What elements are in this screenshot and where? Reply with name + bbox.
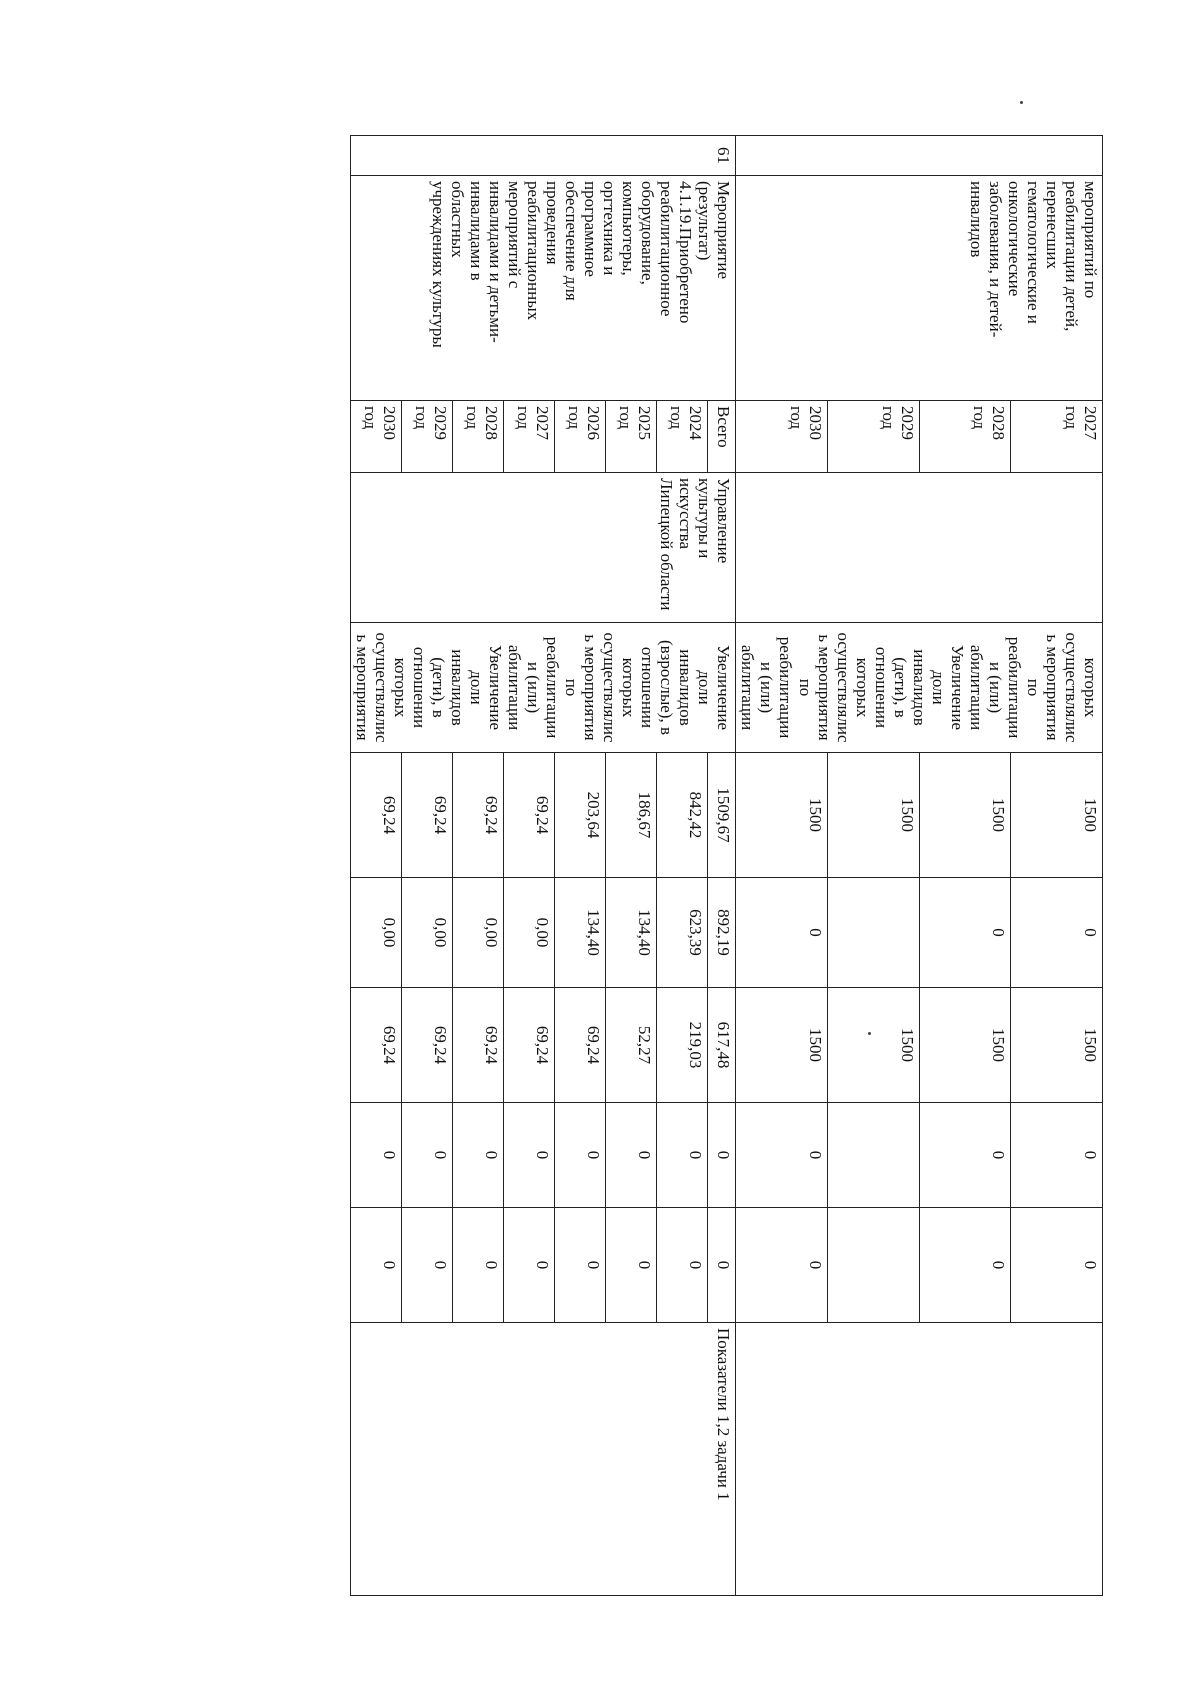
indicator-cell <box>736 1323 1103 1596</box>
result-line: реабилитации <box>1004 636 1024 739</box>
value-cell-v3: 1500 <box>736 988 828 1103</box>
value-cell-v4 <box>828 1103 920 1208</box>
value-cell-v5: 0 <box>656 1208 707 1323</box>
measure-name-cell <box>736 176 1103 401</box>
value-cell-v5: 0 <box>707 1208 735 1323</box>
value-cell-v3: 69,24 <box>350 988 401 1103</box>
result-line: осуществлялис <box>833 632 853 743</box>
value-cell-v5: 0 <box>503 1208 554 1323</box>
measure-name-line: гематологические и <box>1023 181 1043 324</box>
result-line: инвалидов <box>447 649 467 726</box>
value-cell-v1: 186,67 <box>605 753 656 878</box>
result-line: ь мероприятия <box>814 634 834 741</box>
row-number-cell <box>736 136 1103 176</box>
result-line: инвалидов <box>676 649 696 726</box>
value-cell-v2: 134,40 <box>605 878 656 988</box>
executor-line: культуры и <box>695 478 715 559</box>
measure-name-line: компьютеры, <box>619 181 639 276</box>
value-cell-v4: 0 <box>503 1103 554 1208</box>
measure-name-line: реабилитационных <box>524 181 544 321</box>
value-cell-v5: 0 <box>401 1208 452 1323</box>
result-line: которых <box>390 657 410 718</box>
value-cell-v2: 134,40 <box>554 878 605 988</box>
value-cell-v3: 52,27 <box>605 988 656 1103</box>
result-line: Увеличение <box>486 644 506 730</box>
result-line: по <box>1023 678 1043 697</box>
value-cell-v1: 203,64 <box>554 753 605 878</box>
value-cell-v2: 623,39 <box>656 878 707 988</box>
value-cell-v2: 0 <box>1011 878 1103 988</box>
value-cell-v4: 0 <box>452 1103 503 1208</box>
table-row <box>707 136 735 1596</box>
scan-speck <box>1020 101 1023 104</box>
measure-name-line: мероприятий с <box>505 181 525 289</box>
measure-name-line: программное <box>581 181 601 277</box>
measure-name-line: проведения <box>543 181 563 265</box>
period-cell: 2024 год <box>656 401 707 473</box>
table-block-61 <box>350 136 736 1596</box>
value-cell-v1: 1500 <box>828 753 920 878</box>
result-line: осуществлялис <box>371 632 391 743</box>
value-cell-v3: 69,24 <box>401 988 452 1103</box>
measure-name-line: мероприятий по <box>1081 181 1100 299</box>
table-block-continued <box>736 136 1103 1596</box>
period-cell: 2028 год <box>452 401 503 473</box>
value-cell-v5: 0 <box>1011 1208 1103 1323</box>
value-cell-v2: 0,00 <box>452 878 503 988</box>
value-cell-v5: 0 <box>350 1208 401 1323</box>
result-line: доли <box>695 670 715 705</box>
value-cell-v2: 0 <box>919 878 1011 988</box>
executor-cell <box>350 473 736 623</box>
period-cell: 2026 год <box>554 401 605 473</box>
value-cell-v1: 842,42 <box>656 753 707 878</box>
result-line: осуществлялис <box>600 632 620 743</box>
result-line: которых <box>619 657 639 718</box>
measure-name-line: Мероприятие <box>714 181 734 280</box>
result-line: реабилитации <box>776 636 796 739</box>
value-cell-v1: 1500 <box>736 753 828 878</box>
result-line: которых <box>852 657 872 718</box>
result-line: (дети), в <box>890 657 910 718</box>
measure-name-line: перенесших <box>1042 181 1062 269</box>
result-line: реабилитации <box>543 636 563 739</box>
value-cell-v1: 69,24 <box>503 753 554 878</box>
result-line: по <box>562 678 582 697</box>
measure-name-line: инвалидами в <box>467 181 486 281</box>
period-cell: 2029 год <box>828 401 920 473</box>
executor-cell <box>736 473 1103 623</box>
table-row <box>1011 136 1103 1596</box>
result-line: отношении <box>871 646 891 729</box>
value-cell-v3: 1500 <box>828 988 920 1103</box>
value-cell-v2: 892,19 <box>707 878 735 988</box>
measure-name-line: 4.1.19.Приобретено <box>676 181 696 324</box>
value-cell-v4: 0 <box>736 1103 828 1208</box>
period-cell: 2029 год <box>401 401 452 473</box>
result-line: и (или) <box>524 661 544 714</box>
value-cell-v5: 0 <box>736 1208 828 1323</box>
period-cell: 2027 год <box>1011 401 1103 473</box>
measure-name-line: областных <box>447 181 467 258</box>
value-cell-v1: 69,24 <box>350 753 401 878</box>
value-cell-v3: 69,24 <box>503 988 554 1103</box>
executor-line: Липецкой области <box>657 478 677 611</box>
period-cell: 2028 год <box>919 401 1011 473</box>
measure-name-line: оргтехника и <box>600 181 620 276</box>
value-cell-v5 <box>828 1208 920 1323</box>
period-cell: 2027 год <box>503 401 554 473</box>
value-cell-v2 <box>828 878 920 988</box>
result-line: ь мероприятия <box>352 634 372 741</box>
result-line: доли <box>467 670 486 705</box>
measure-name-line: (результат) <box>695 181 715 261</box>
measure-name-line: реабилитационное <box>657 181 677 317</box>
value-cell-v4: 0 <box>554 1103 605 1208</box>
period-cell: 2030 год <box>350 401 401 473</box>
value-cell-v2: 0 <box>736 878 828 988</box>
result-line: отношении <box>638 646 658 729</box>
value-cell-v3: 617,48 <box>707 988 735 1103</box>
period-cell: Всего <box>707 401 735 473</box>
value-cell-v2: 0,00 <box>401 878 452 988</box>
value-cell-v4: 0 <box>401 1103 452 1208</box>
result-cell <box>350 623 736 753</box>
rotated-table-wrapper <box>183 135 1103 1595</box>
value-cell-v3: 69,24 <box>554 988 605 1103</box>
result-line: по <box>795 678 815 697</box>
value-cell-v5: 0 <box>605 1208 656 1323</box>
result-line: (дети), в <box>428 657 448 718</box>
measure-name-line: реабилитации детей, <box>1061 181 1081 332</box>
value-cell-v5: 0 <box>919 1208 1011 1323</box>
value-cell-v2: 0,00 <box>350 878 401 988</box>
value-cell-v1: 1500 <box>1011 753 1103 878</box>
value-cell-v5: 0 <box>554 1208 605 1323</box>
measure-name-line: заболевания, и детей- <box>985 181 1005 338</box>
result-line: и (или) <box>757 661 777 714</box>
period-cell: 2030 год <box>736 401 828 473</box>
result-line: ь мероприятия <box>1042 634 1062 741</box>
result-line: (взрослые), в <box>657 639 677 735</box>
measure-name-line: онкологические <box>1004 181 1024 297</box>
result-line: Увеличение <box>714 644 734 730</box>
result-line: абилитации <box>738 644 758 731</box>
value-cell-v3: 219,03 <box>656 988 707 1103</box>
result-line: ь мероприятия <box>581 634 601 741</box>
result-line: инвалидов <box>909 649 929 726</box>
value-cell-v4: 0 <box>605 1103 656 1208</box>
measure-name-line: учреждениях культуры <box>428 181 448 348</box>
period-cell: 2025 год <box>605 401 656 473</box>
result-line: отношении <box>409 646 429 729</box>
value-cell-v1: 1509,67 <box>707 753 735 878</box>
value-cell-v1: 1500 <box>919 753 1011 878</box>
program-table <box>350 135 1103 1596</box>
value-cell-v4: 0 <box>919 1103 1011 1208</box>
result-line: доли <box>928 670 948 705</box>
value-cell-v2: 0,00 <box>503 878 554 988</box>
value-cell-v3: 1500 <box>1011 988 1103 1103</box>
row-number-cell: 61 <box>350 136 736 176</box>
value-cell-v3: 1500 <box>919 988 1011 1103</box>
result-line: осуществлялис <box>1061 632 1081 743</box>
measure-name-cell <box>350 176 736 401</box>
measure-name-line: обеспечение для <box>562 181 582 301</box>
executor-line: искусства <box>676 478 696 550</box>
value-cell-v1: 69,24 <box>452 753 503 878</box>
value-cell-v4: 0 <box>656 1103 707 1208</box>
indicator-cell: Показатели 1,2 задачи 1 <box>350 1323 736 1596</box>
result-cell <box>736 623 1103 753</box>
value-cell-v4: 0 <box>350 1103 401 1208</box>
executor-line: Управление <box>714 478 734 564</box>
value-cell-v3: 69,24 <box>452 988 503 1103</box>
result-line: и (или) <box>985 661 1005 714</box>
result-line: которых <box>1081 657 1100 718</box>
result-line: Увеличение <box>947 644 967 730</box>
measure-name-line: инвалидами и детьми- <box>486 181 506 343</box>
result-line: абилитации <box>966 644 986 731</box>
measure-name-line: инвалидов <box>966 181 986 258</box>
result-line: абилитации <box>505 644 525 731</box>
value-cell-v4: 0 <box>707 1103 735 1208</box>
value-cell-v4: 0 <box>1011 1103 1103 1208</box>
value-cell-v5: 0 <box>452 1208 503 1323</box>
measure-name-line: оборудование, <box>638 181 658 285</box>
value-cell-v1: 69,24 <box>401 753 452 878</box>
